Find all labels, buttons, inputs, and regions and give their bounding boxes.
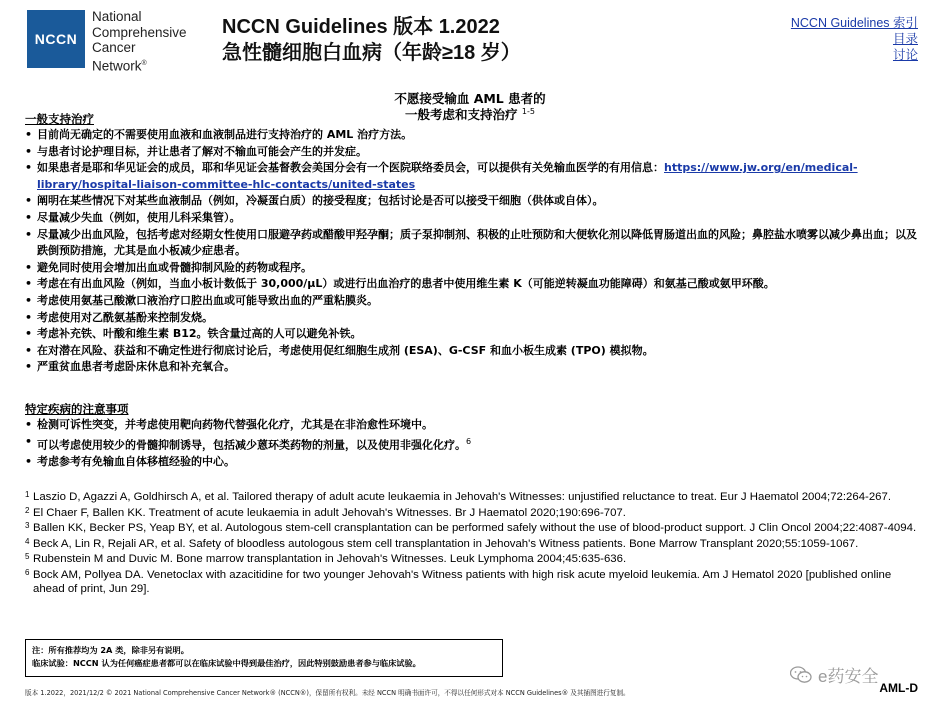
ref-number: 4 [25, 536, 30, 546]
copyright-footer: 版本 1.2022，2021/12/2 © 2021 National Comprehensive Cancer Network® (NCCN®)，保留所有权利。未经 NCCN 明确书面许可，不得以任何形式对本 NCCN Guidelines® 及其插图进行复制。 [25, 689, 630, 697]
citation-sup: 6 [466, 436, 472, 446]
ref-text: Rubenstein M and Duvic M. Bone marrow transplantation in Jehovah's Witnesses. Leuk Lymphoma 2004;45:635-636. [33, 553, 627, 565]
list-item: • 严重贫血患者考虑卧床休息和补充氧合。 [25, 359, 917, 376]
bullet-list [25, 417, 917, 470]
reference-item [25, 537, 920, 552]
list-item: • 考虑补充铁、叶酸和维生素 B12。铁含量过高的人可以避免补铁。 [25, 326, 917, 343]
top-nav-links [791, 15, 918, 63]
list-item: • 避免同时使用会增加出血或骨髓抑制风险的药物或程序。 [25, 260, 917, 277]
list-item: • 考虑参考有免输血自体移植经验的中心。 [25, 454, 917, 471]
logo-acronym: NCCN [34, 31, 78, 47]
logo-line: Cancer [92, 40, 136, 55]
reference-item [25, 521, 920, 536]
list-item: • 考虑在有出血风险（例如，当血小板计数低于 30,000/μL）或进行出血治疗的患者中使用维生素 K（可能逆转凝血功能障碍）和氨基己酸或氨甲环酸。 [25, 276, 917, 293]
registered-mark: ® [141, 59, 147, 67]
heading-line-1: 不愿接受输血 AML 患者的 [394, 91, 546, 106]
list-item: • 目前尚无确定的不需要使用血液和血液制品进行支持治疗的 AML 治疗方法。 [25, 127, 917, 144]
ref-text: Laszio D, Agazzi A, Goldhirsch A, et al. Tailored therapy of adult acute leukaemia in Jehovah's Witnesses: unjustified reluctance to treat. Eur J Haematol 2004;72:264-267. [33, 491, 892, 503]
ref-number: 6 [25, 567, 30, 577]
list-item: • 阐明在某些情况下对某些血液制品（例如，冷凝蛋白质）的接受程度；包括讨论是否可以接受干细胞（供体或自体）。 [25, 193, 917, 210]
logo-wordmark [92, 9, 187, 74]
list-item-text: 如果患者是耶和华见证会的成员，耶和华见证会基督教会美国分会有一个医院联络委员会，可以提供有关免输血医学的有用信息： [37, 161, 664, 175]
nccn-logo [27, 10, 85, 68]
reference-item [25, 568, 920, 597]
list-item: • 尽量减少出血风险，包括考虑对经期女性使用口服避孕药或醋酸甲羟孕酮；质子泵抑制剂、积极的止吐预防和大便软化剂以降低胃肠道出血的风险；鼻腔盐水喷雾以减少鼻出血；以及跌倒预防措施，尤其是血小板减少症患者。 [25, 227, 917, 260]
note-box [25, 639, 503, 677]
list-item [25, 160, 917, 193]
list-item-text: 可以考虑使用较少的骨髓抑制诱导，包括减少蒽环类药物的剂量，以及使用非强化化疗。 [37, 438, 466, 452]
ref-text: El Chaer F, Ballen KK. Treatment of acute leukaemia in adult Jehovah's Witnesses. Br J Haematol 2020;190:696-707. [33, 506, 626, 519]
list-item: • 考虑使用对乙酰氨基酚来控制发烧。 [25, 310, 917, 327]
list-item: • 在对潜在风险、获益和不确定性进行彻底讨论后，考虑使用促红细胞生成剂 (ESA)、G-CSF 和血小板生成素 (TPO) 模拟物。 [25, 343, 917, 360]
jw-hospital-liaison-link[interactable]: https://www.jw.org/en/medical-library/hospital-liaison-committee-hlc-contacts/united-states [37, 161, 858, 191]
list-item: • 考虑使用氨基己酸漱口液治疗口腔出血或可能导致出血的严重粘膜炎。 [25, 293, 917, 310]
reference-item [25, 506, 920, 521]
ref-number: 2 [25, 505, 30, 515]
ref-text: Ballen KK, Becker PS, Yeap BY, et al. Autologous stem-cell cransplantation can be performed safely without the use of blood-product support. J Clin Oncol 2004;22:4087-4094. [33, 522, 917, 534]
ref-number: 5 [25, 552, 30, 561]
list-item: • 检测可诉性突变，并考虑使用靶向药物代替强化化疗，尤其是在非治愈性环境中。 [25, 417, 917, 434]
link-guidelines-index[interactable]: NCCN Guidelines 索引 [790, 16, 918, 30]
logo-line: Network [92, 58, 142, 73]
logo-line: National [92, 9, 142, 24]
note-line-2: 临床试验：NCCN 认为任何癌症患者都可以在临床试验中得到最佳治疗，因此特别鼓励患者参与临床试验。 [32, 658, 421, 668]
link-discussion[interactable]: 讨论 [892, 48, 918, 62]
section-title: 一般支持治疗 [25, 112, 94, 126]
page-title [222, 14, 521, 66]
link-table-of-contents[interactable]: 目录 [892, 32, 918, 46]
heading-line-2-text: 一般考虑和支持治疗 [405, 107, 518, 123]
list-item [25, 434, 917, 454]
list-item: • 尽量减少失血（例如，使用儿科采集管）。 [25, 210, 917, 227]
bullet-list [25, 127, 917, 376]
logo-line: Comprehensive [92, 24, 187, 40]
watermark [790, 662, 878, 687]
ref-text: Beck A, Lin R, Rejali AR, et al. Safety of bloodless autologous stem cell transplantation in Jehovah's Witness patients. Bone Marrow Transplant 2020;55:1059-1067. [33, 537, 859, 550]
ref-number: 1 [25, 490, 30, 499]
wechat-icon [790, 666, 812, 684]
title-line-2: 急性髓细胞白血病（年龄≥18 岁） [222, 42, 521, 64]
logo-line-last [92, 56, 187, 74]
list-item: • 与患者讨论护理目标，并让患者了解对不输血可能会产生的并发症。 [25, 144, 917, 161]
ref-text: Bock AM, Pollyea DA. Venetoclax with azacitidine for two younger Jehovah's Witness patients with high risk acute myeloid leukemia. Am J Hematol 2020 [published online ahead of print, Jun 29]. [33, 568, 892, 595]
disease-specific-section [25, 401, 917, 470]
heading-citation: 1-5 [521, 107, 535, 116]
note-line-1: 注：所有推荐均为 2A 类，除非另有说明。 [32, 645, 189, 655]
ref-number: 3 [25, 521, 30, 530]
general-supportive-care-section [25, 111, 917, 376]
reference-item [25, 490, 920, 505]
page-code: AML-D [879, 681, 918, 695]
title-line-1: NCCN Guidelines 版本 1.2022 [222, 16, 500, 38]
reference-item [25, 552, 920, 567]
references [25, 490, 920, 598]
section-title: 特定疾病的注意事项 [25, 402, 129, 416]
watermark-text: e药安全 [818, 667, 879, 686]
